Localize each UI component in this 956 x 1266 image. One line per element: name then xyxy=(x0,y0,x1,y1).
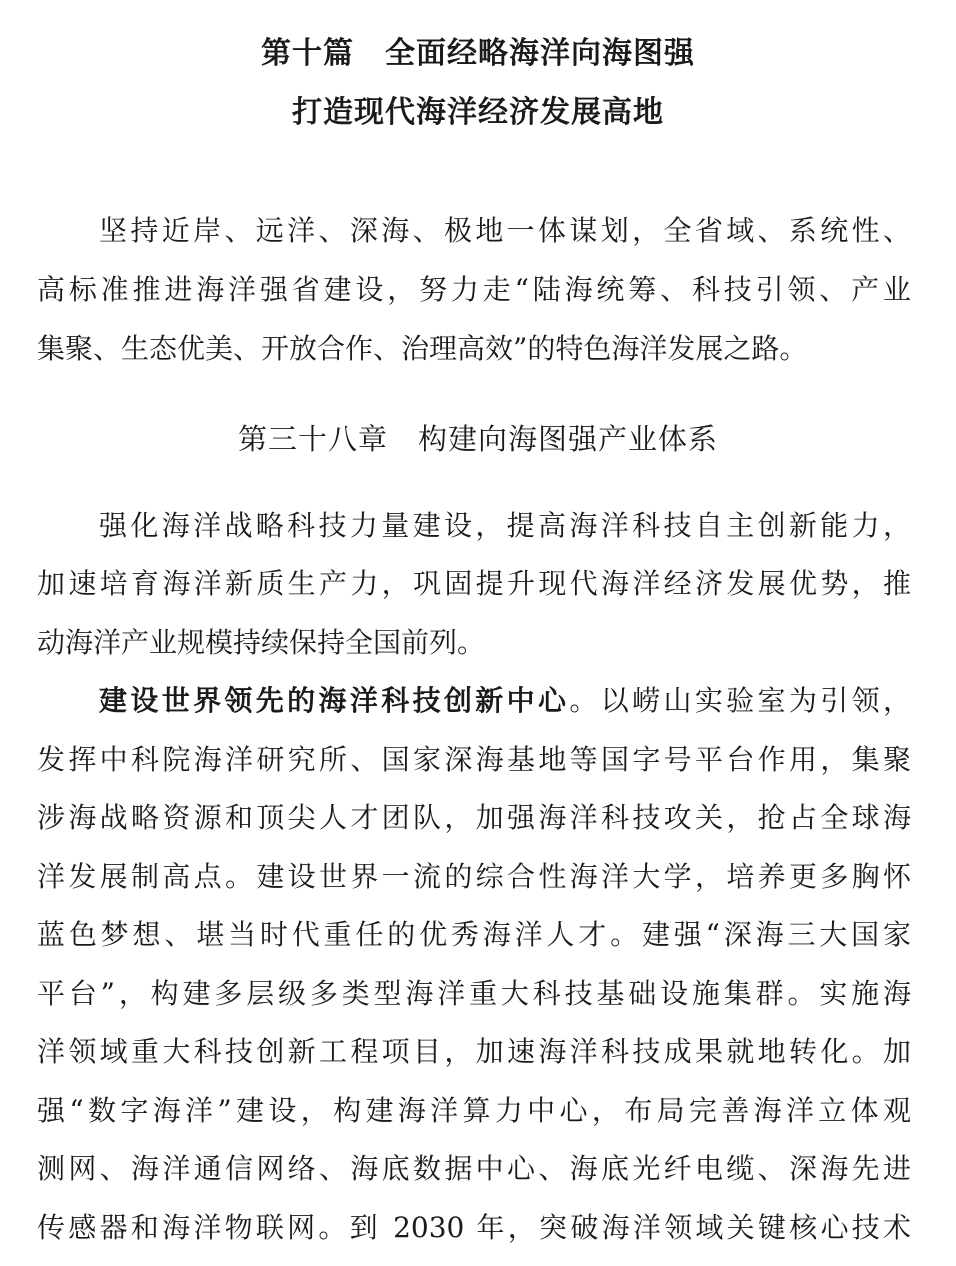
paragraph-line: 坚持近岸、远洋、深海、极地一体谋划，全省域、系统性、 xyxy=(99,214,911,247)
section-lead-rest: 。以崂山实验室为引领， xyxy=(569,684,911,717)
paragraph-line: 高标准推进海洋强省建设，努力走“陆海统筹、科技引领、产业 xyxy=(37,273,911,306)
paragraph-line: 传感器和海洋物联网。到 2030 年，突破海洋领域关键核心技术 xyxy=(37,1211,911,1244)
paragraph-line: 动海洋产业规模持续保持全国前列。 xyxy=(37,626,486,659)
paragraph-line: 集聚、生态优美、开放合作、治理高效”的特色海洋发展之路。 xyxy=(37,332,808,365)
part-title-line-1: 第十篇 全面经略海洋向海图强 xyxy=(261,36,695,71)
paragraph-line: 强化海洋战略科技力量建设，提高海洋科技自主创新能力， xyxy=(99,509,911,542)
paragraph-line: 测网、海洋通信网络、海底数据中心、海底光纤电缆、深海先进 xyxy=(37,1152,911,1185)
paragraph-first-line xyxy=(99,681,911,721)
section-lead-heading: 建设世界领先的海洋科技创新中心 xyxy=(99,684,570,717)
chapter-title: 第三十八章 构建向海图强产业体系 xyxy=(237,422,718,456)
paragraph-line: 涉海战略资源和顶尖人才团队，加强海洋科技攻关，抢占全球海 xyxy=(37,801,911,834)
paragraph-line: 平台”，构建多层级多类型海洋重大科技基础设施集群。实施海 xyxy=(37,977,911,1010)
paragraph-line: 洋发展制高点。建设世界一流的综合性海洋大学，培养更多胸怀 xyxy=(37,860,911,893)
paragraph-line: 强“数字海洋”建设，构建海洋算力中心，布局完善海洋立体观 xyxy=(37,1094,911,1127)
paragraph-line: 洋领域重大科技创新工程项目，加速海洋科技成果就地转化。加 xyxy=(37,1035,911,1068)
paragraph-line: 发挥中科院海洋研究所、国家深海基地等国字号平台作用，集聚 xyxy=(37,743,911,776)
paragraph-line: 加速培育海洋新质生产力，巩固提升现代海洋经济发展优势，推 xyxy=(37,567,911,600)
paragraph-line: 蓝色梦想、堪当时代重任的优秀海洋人才。建强“深海三大国家 xyxy=(37,918,911,951)
part-title-line-2: 打造现代海洋经济发展高地 xyxy=(292,95,664,130)
